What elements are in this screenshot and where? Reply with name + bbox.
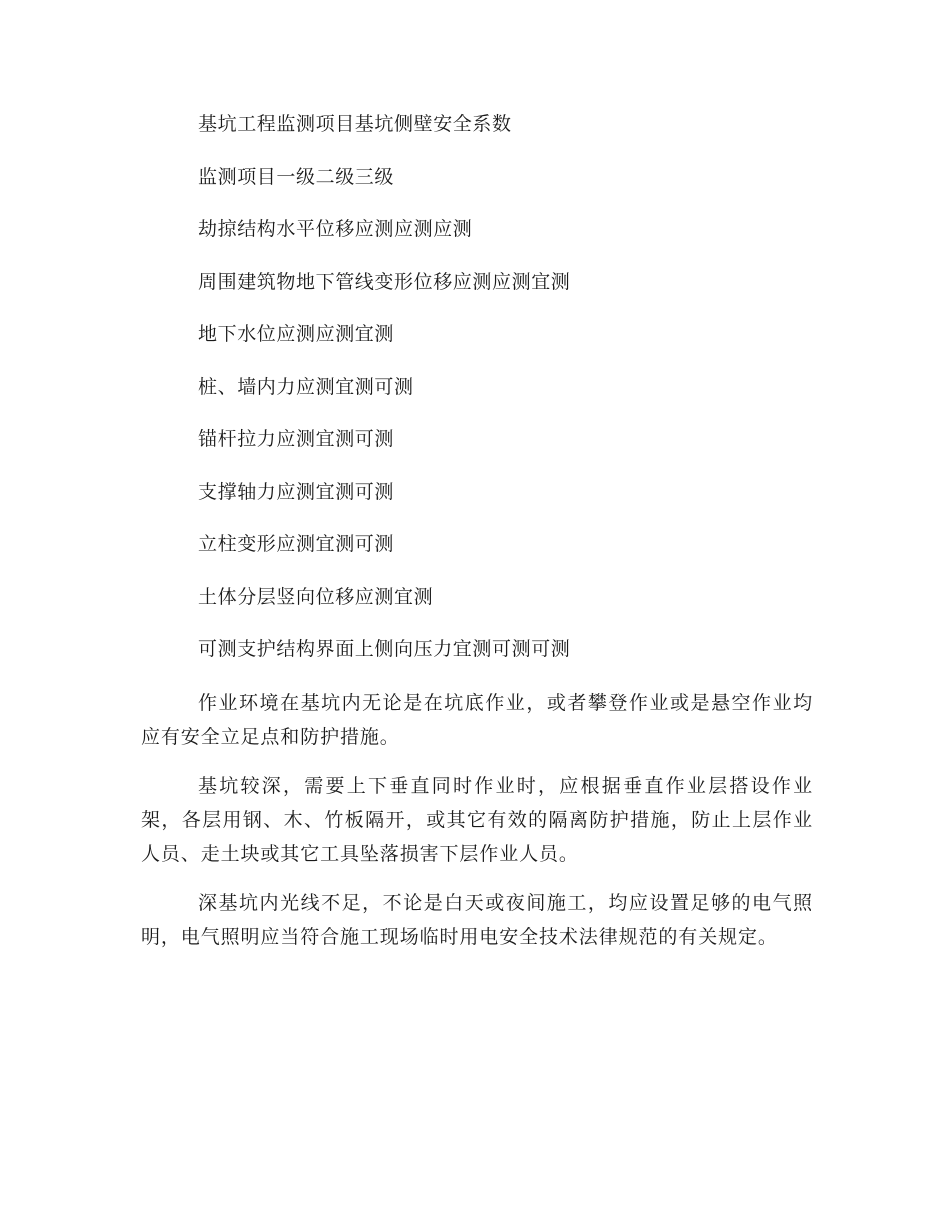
monitoring-table-row: 可测支护结构界面上侧向压力宜测可测可测	[198, 638, 571, 660]
monitoring-table-row: 监测项目一级二级三级	[198, 165, 395, 188]
document-body	[141, 108, 813, 969]
monitoring-table-row: 锚杆拉力应测宜测可测	[198, 428, 395, 450]
monitoring-table-row: 支撑轴力应测宜测可测	[198, 480, 395, 503]
paragraph-work-environment: 作业环境在基坑内无论是在坑底作业，或者攀登作业或是悬空作业均应有安全立足点和防护措施。	[141, 691, 813, 748]
monitoring-table-header: 基坑工程监测项目基坑侧壁安全系数	[198, 113, 512, 135]
monitoring-table-row: 立柱变形应测宜测可测	[198, 533, 395, 555]
paragraph-lighting: 深基坑内光线不足，不论是白天或夜间施工，均应设置足够的电气照明，电气照明应当符合施工现场临时用电安全技术法律规范的有关规定。	[141, 891, 813, 948]
monitoring-table-row: 周围建筑物地下管线变形位移应测应测宜测	[198, 270, 571, 293]
monitoring-table-row: 桩、墙内力应测宜测可测	[198, 375, 414, 398]
monitoring-table-row: 地下水位应测应测宜测	[198, 323, 395, 345]
paragraph-vertical-work: 基坑较深，需要上下垂直同时作业时，应根据垂直作业层搭设作业架，各层用钢、木、竹板隔开，或其它有效的隔离防护措施，防止上层作业人员、走土块或其它工具坠落损害下层作业人员。	[141, 774, 813, 865]
monitoring-table-row: 劫掠结构水平位移应测应测应测	[198, 218, 473, 240]
monitoring-table-row: 土体分层竖向位移应测宜测	[198, 585, 434, 608]
